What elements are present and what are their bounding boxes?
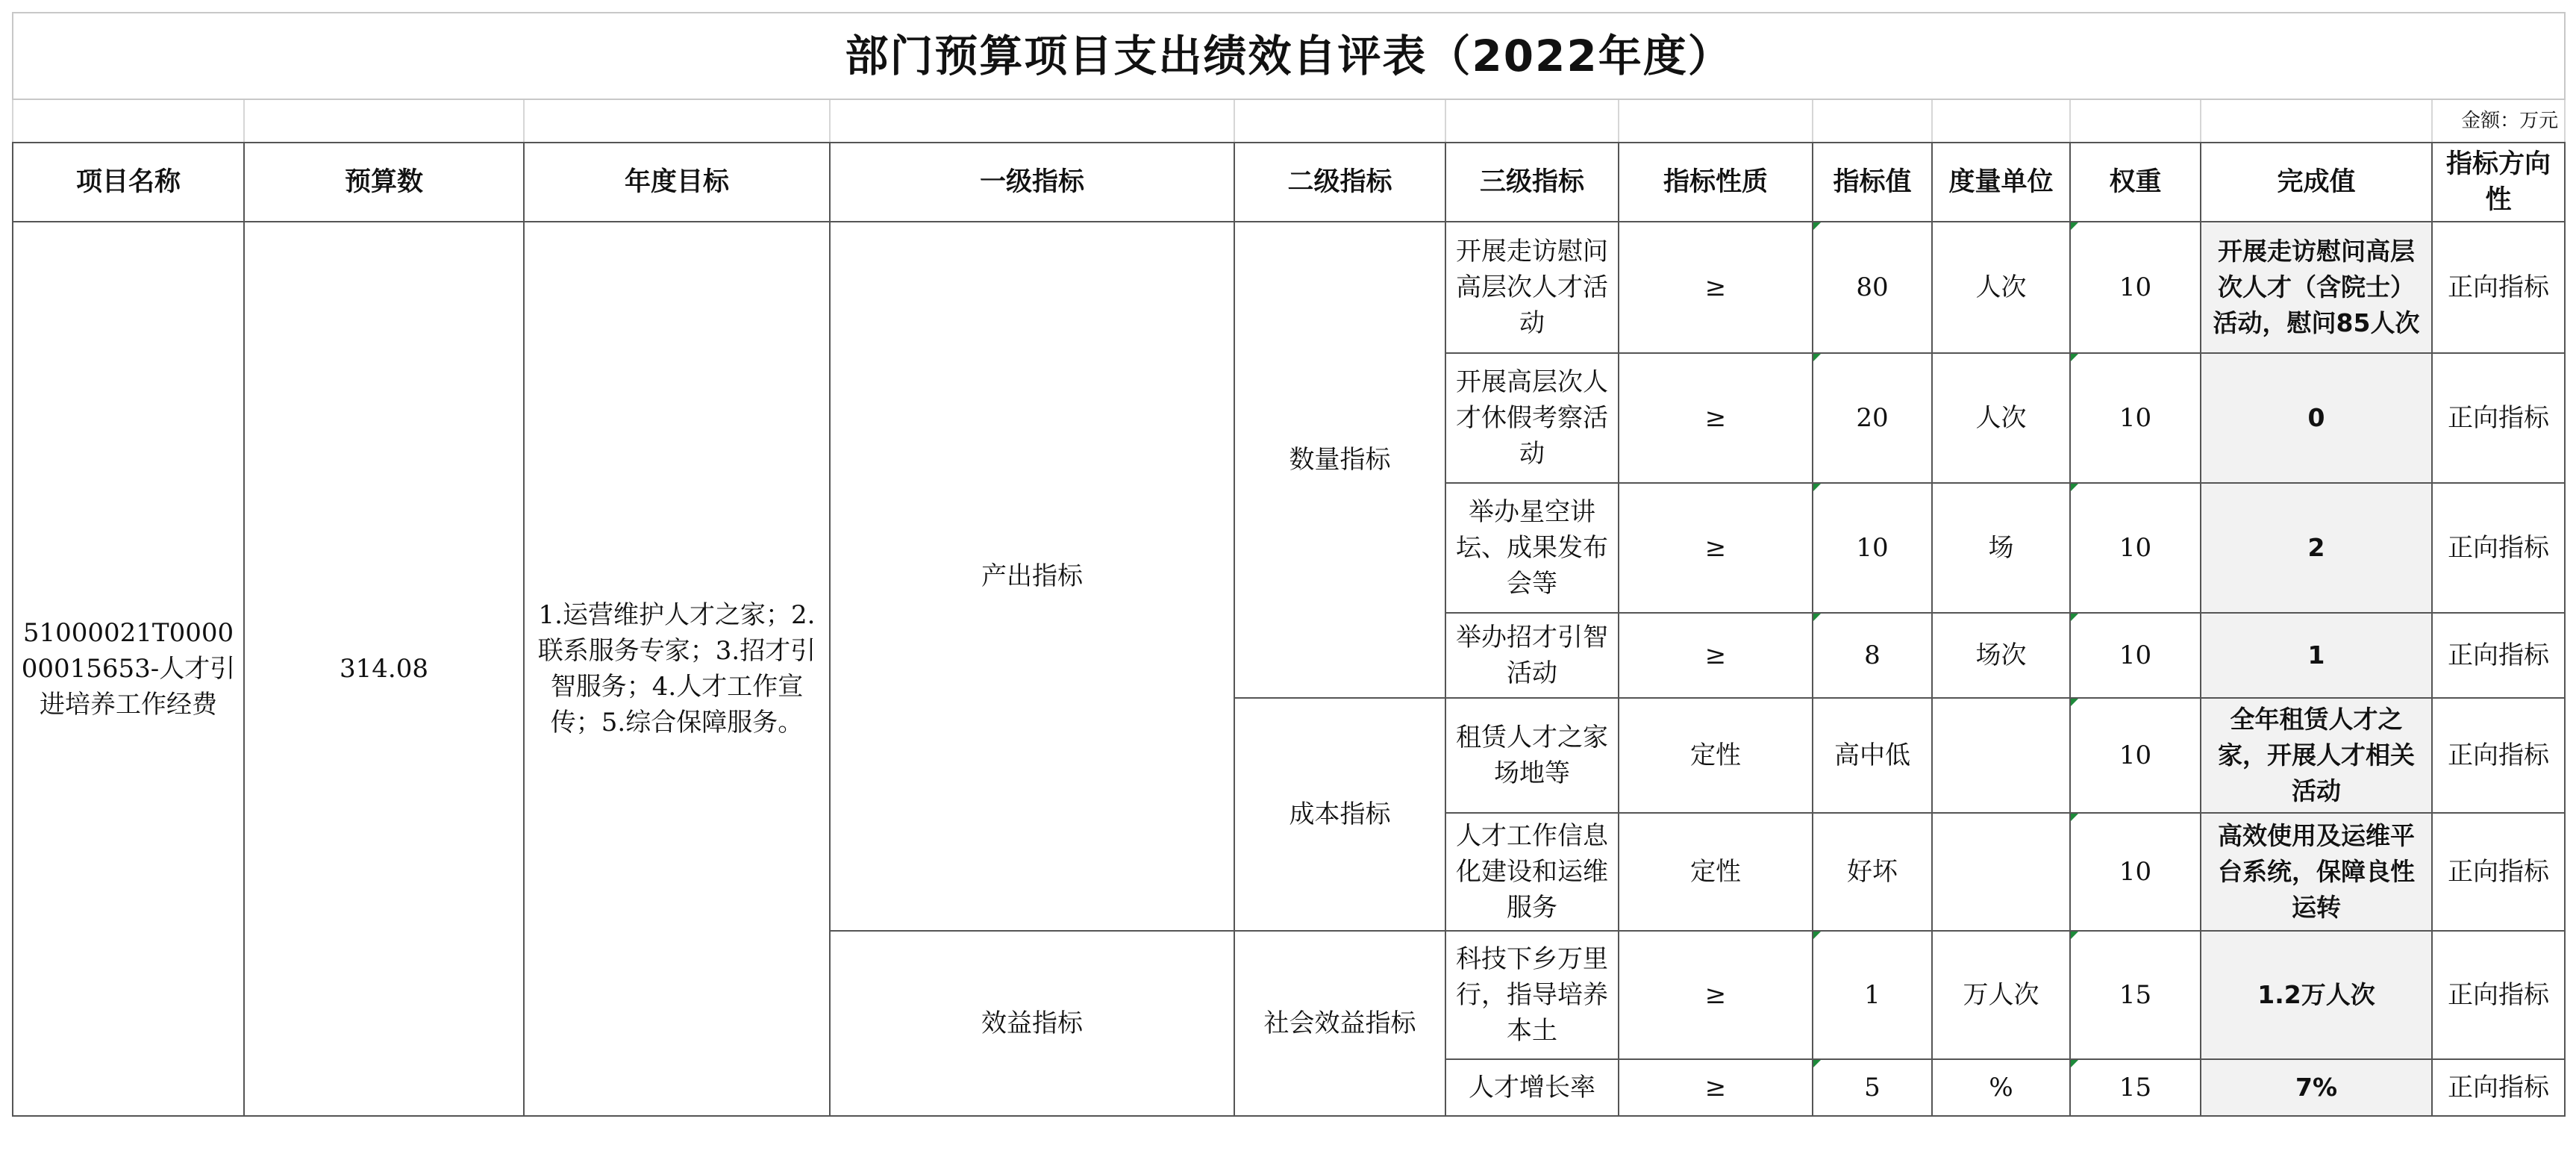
level3-cell: 租赁人才之家场地等 xyxy=(1445,698,1619,813)
unit-cell xyxy=(1932,813,2070,931)
value-cell: 20 xyxy=(1813,353,1932,483)
performance-table-sheet xyxy=(12,12,2564,1117)
level3-cell: 开展高层次人才休假考察活动 xyxy=(1445,353,1619,483)
nature-cell: ≥ xyxy=(1619,483,1813,613)
header-level1: 一级指标 xyxy=(830,143,1234,222)
header-row xyxy=(13,143,2565,222)
weight-cell: 10 xyxy=(2070,813,2201,931)
level3-cell: 人才增长率 xyxy=(1445,1059,1619,1116)
level2-cost-cell: 成本指标 xyxy=(1234,698,1445,931)
unit-cell: % xyxy=(1932,1059,2070,1116)
direction-cell: 正向指标 xyxy=(2432,931,2565,1059)
result-cell: 高效使用及运维平台系统，保障良性运转 xyxy=(2201,813,2432,931)
direction-cell: 正向指标 xyxy=(2432,483,2565,613)
nature-cell: ≥ xyxy=(1619,613,1813,698)
result-cell: 0 xyxy=(2201,353,2432,483)
header-value: 指标值 xyxy=(1813,143,1932,222)
header-nature: 指标性质 xyxy=(1619,143,1813,222)
result-cell: 1.2万人次 xyxy=(2201,931,2432,1059)
value-cell: 10 xyxy=(1813,483,1932,613)
direction-cell: 正向指标 xyxy=(2432,222,2565,353)
unit-cell: 人次 xyxy=(1932,222,2070,353)
weight-cell: 10 xyxy=(2070,353,2201,483)
weight-cell: 10 xyxy=(2070,222,2201,353)
level3-cell: 举办招才引智活动 xyxy=(1445,613,1619,698)
direction-cell: 正向指标 xyxy=(2432,353,2565,483)
level1-output-cell: 产出指标 xyxy=(830,222,1234,931)
budget-cell: 314.08 xyxy=(244,222,524,1116)
level2-quantity-cell: 数量指标 xyxy=(1234,222,1445,698)
nature-cell: 定性 xyxy=(1619,698,1813,813)
header-level3: 三级指标 xyxy=(1445,143,1619,222)
weight-cell: 10 xyxy=(2070,483,2201,613)
value-cell: 好坏 xyxy=(1813,813,1932,931)
header-level2: 二级指标 xyxy=(1234,143,1445,222)
nature-cell: 定性 xyxy=(1619,813,1813,931)
header-unit: 度量单位 xyxy=(1932,143,2070,222)
direction-cell: 正向指标 xyxy=(2432,698,2565,813)
value-cell: 5 xyxy=(1813,1059,1932,1116)
level3-cell: 科技下乡万里行，指导培养本土 xyxy=(1445,931,1619,1059)
value-cell: 高中低 xyxy=(1813,698,1932,813)
header-result: 完成值 xyxy=(2201,143,2432,222)
header-annual-goal: 年度目标 xyxy=(524,143,830,222)
header-project-name: 项目名称 xyxy=(13,143,244,222)
value-cell: 8 xyxy=(1813,613,1932,698)
result-cell: 2 xyxy=(2201,483,2432,613)
level1-benefit-cell: 效益指标 xyxy=(830,931,1234,1116)
weight-cell: 15 xyxy=(2070,1059,2201,1116)
weight-cell: 10 xyxy=(2070,698,2201,813)
nature-cell: ≥ xyxy=(1619,931,1813,1059)
nature-cell: ≥ xyxy=(1619,1059,1813,1116)
direction-cell: 正向指标 xyxy=(2432,1059,2565,1116)
nature-cell: ≥ xyxy=(1619,353,1813,483)
value-cell: 1 xyxy=(1813,931,1932,1059)
table-title: 部门预算项目支出绩效自评表（2022年度） xyxy=(13,13,2565,99)
result-cell: 全年租赁人才之家，开展人才相关活动 xyxy=(2201,698,2432,813)
header-direction: 指标方向性 xyxy=(2432,143,2565,222)
project-name-cell: 51000021T000000015653-人才引进培养工作经费 xyxy=(13,222,244,1116)
amount-unit-label: 金额：万元 xyxy=(2432,99,2565,143)
unit-cell xyxy=(1932,698,2070,813)
direction-cell: 正向指标 xyxy=(2432,613,2565,698)
value-cell: 80 xyxy=(1813,222,1932,353)
unit-cell: 万人次 xyxy=(1932,931,2070,1059)
direction-cell: 正向指标 xyxy=(2432,813,2565,931)
result-cell: 1 xyxy=(2201,613,2432,698)
unit-cell: 场 xyxy=(1932,483,2070,613)
unit-cell: 场次 xyxy=(1932,613,2070,698)
result-cell: 7% xyxy=(2201,1059,2432,1116)
header-budget: 预算数 xyxy=(244,143,524,222)
level2-social-benefit-cell: 社会效益指标 xyxy=(1234,931,1445,1116)
annual-goal-cell: 1.运营维护人才之家；2.联系服务专家；3.招才引智服务；4.人才工作宣传；5.综合保障服务。 xyxy=(524,222,830,1116)
performance-table xyxy=(12,12,2566,1117)
level3-cell: 举办星空讲坛、成果发布会等 xyxy=(1445,483,1619,613)
unit-cell: 人次 xyxy=(1932,353,2070,483)
header-weight: 权重 xyxy=(2070,143,2201,222)
unit-row xyxy=(13,99,2565,143)
nature-cell: ≥ xyxy=(1619,222,1813,353)
table-row xyxy=(13,222,2565,353)
level3-cell: 人才工作信息化建设和运维服务 xyxy=(1445,813,1619,931)
weight-cell: 10 xyxy=(2070,613,2201,698)
weight-cell: 15 xyxy=(2070,931,2201,1059)
level3-cell: 开展走访慰问高层次人才活动 xyxy=(1445,222,1619,353)
result-cell: 开展走访慰问高层次人才（含院士）活动，慰问85人次 xyxy=(2201,222,2432,353)
